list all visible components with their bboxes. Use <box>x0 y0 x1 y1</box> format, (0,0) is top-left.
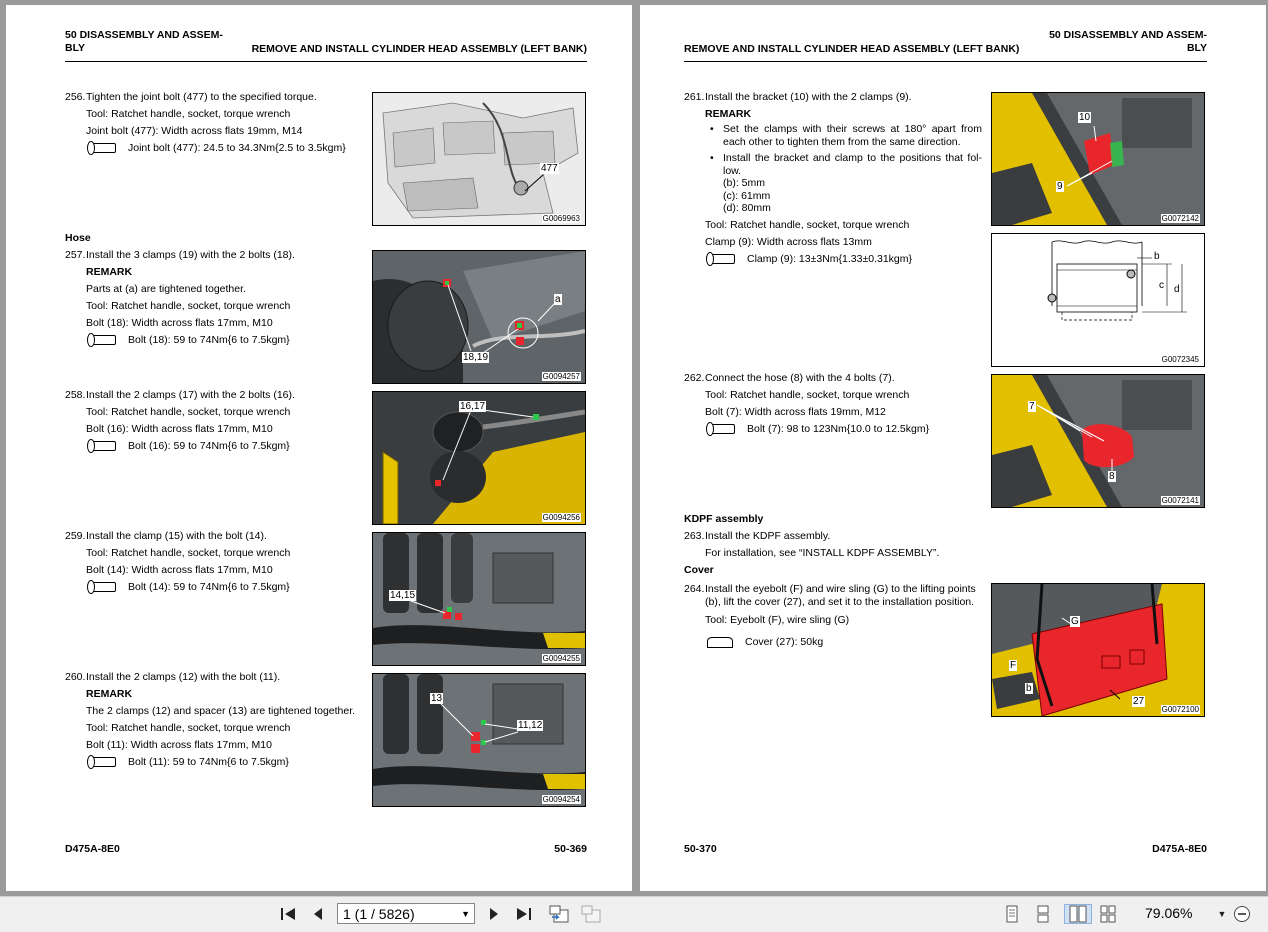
figure-label: F <box>1010 660 1017 671</box>
torque-wrench-icon <box>88 582 116 592</box>
back-view-icon <box>548 905 570 923</box>
step-number: 261. <box>684 91 705 103</box>
section-line-1: 50 DISASSEMBLY AND ASSEM- <box>1049 29 1207 41</box>
spec-text: Bolt (18): Width across flats 17mm, M10 <box>86 317 273 329</box>
engine-illustration <box>992 375 1204 507</box>
continuous-view-button[interactable] <box>1034 905 1052 923</box>
dimension-drawing <box>992 234 1204 366</box>
figure-label: 477 <box>541 163 558 174</box>
figure-clamps-12 <box>372 673 586 807</box>
right-page <box>640 5 1266 891</box>
dimension-d: (d): 80mm <box>723 202 771 214</box>
footer-page-number: 50-369 <box>554 843 587 855</box>
dimension-c: (c): 61mm <box>723 189 771 202</box>
first-page-icon <box>279 906 297 922</box>
spec-text: Bolt (11): Width across flats 17mm, M10 <box>86 739 272 751</box>
figure-clamp-dimensions <box>991 233 1205 367</box>
next-page-icon <box>487 906 501 922</box>
previous-page-button[interactable] <box>309 905 327 923</box>
facing-pages-view-button[interactable] <box>1064 904 1092 924</box>
tool-text: Tool: Ratchet handle, socket, torque wrench <box>86 108 291 120</box>
figure-label: 16,17 <box>460 401 486 412</box>
weight-text: Cover (27): 50kg <box>745 636 824 648</box>
torque-wrench-icon <box>707 254 735 264</box>
step-text: Install the 2 clamps (17) with the 2 bolts (16). <box>86 389 295 401</box>
tool-text: Tool: Ratchet handle, socket, torque wrench <box>86 722 291 734</box>
page-number-select[interactable] <box>337 903 475 924</box>
footer-model: D475A-8E0 <box>65 843 120 855</box>
step-text: Install the eyebolt (F) and wire sling (G) to the lifting points (b), lift the cover (27), and set it to the installation position. <box>705 583 976 608</box>
engine-illustration <box>992 93 1204 225</box>
reference-text: For installation, see “INSTALL KDPF ASSEMBLY”. <box>705 547 940 559</box>
figure-bracket-10 <box>991 92 1205 226</box>
figure-label: 7 <box>1029 401 1035 412</box>
step-259 <box>65 528 365 596</box>
step-text: Install the KDPF assembly. <box>705 530 831 542</box>
step-number: 259. <box>65 530 86 542</box>
figure-code: G0072345 <box>1161 355 1199 364</box>
zoom-level[interactable]: 79.06% <box>1145 905 1193 921</box>
tool-text: Tool: Ratchet handle, socket, torque wrench <box>705 389 910 401</box>
weight-icon <box>707 637 733 648</box>
step-264 <box>684 581 982 651</box>
torque-wrench-icon <box>707 424 735 434</box>
figure-label: b <box>1026 683 1032 694</box>
figure-code: G0069963 <box>542 214 580 223</box>
step-text: Install the 2 clamps (12) with the bolt (11). <box>86 671 281 683</box>
remark-bullet: • Set the clamps with their screws at 180° apart from each other to tighten them from the same direction. <box>684 123 982 148</box>
figure-hose-clamps-17 <box>372 391 586 525</box>
page-number-value: 1 (1 / 5826) <box>343 906 415 922</box>
spec-text: Bolt (7): Width across flats 19mm, M12 <box>705 406 886 418</box>
figure-label: d <box>1174 284 1180 295</box>
torque-text: Joint bolt (477): 24.5 to 34.3Nm{2.5 to 3.5kgm} <box>128 142 346 154</box>
figure-code: G0094257 <box>542 372 580 381</box>
section-heading <box>65 29 235 55</box>
figure-label: c <box>1159 280 1164 291</box>
last-page-icon <box>515 906 533 922</box>
section-cover: Cover <box>684 564 714 576</box>
go-forward-view-button[interactable] <box>580 905 602 923</box>
figure-code: G0072142 <box>1161 214 1199 223</box>
figure-code: G0094254 <box>542 795 580 804</box>
remark-heading: REMARK <box>86 688 133 700</box>
step-number: 262. <box>684 372 705 384</box>
dimension-b: (b): 5mm <box>723 177 765 189</box>
engine-illustration <box>373 93 585 225</box>
facing-pages-icon <box>1068 905 1088 923</box>
tool-text: Tool: Ratchet handle, socket, torque wrench <box>86 406 291 418</box>
figure-label: 27 <box>1133 696 1145 707</box>
single-page-view-button[interactable] <box>1003 905 1021 923</box>
engine-illustration <box>373 674 585 806</box>
figure-label: 18,19 <box>463 352 489 363</box>
step-number: 264. <box>684 583 705 595</box>
page-header <box>684 29 1207 62</box>
remark-heading: REMARK <box>86 266 133 278</box>
figure-cover-27 <box>991 583 1205 717</box>
step-number: 258. <box>65 389 86 401</box>
remark-heading: REMARK <box>705 108 752 120</box>
footer-model: D475A-8E0 <box>1152 843 1207 855</box>
remark-bullet: • Install the bracket and clamp to the positions that fol-low. <box>684 152 982 177</box>
page-title: REMOVE AND INSTALL CYLINDER HEAD ASSEMBLY (LEFT BANK) <box>684 43 1020 55</box>
forward-view-icon <box>580 905 602 923</box>
tool-text: Tool: Eyebolt (F), wire sling (G) <box>705 614 850 626</box>
step-261 <box>684 89 982 268</box>
step-256 <box>65 89 365 157</box>
engine-illustration <box>992 584 1204 716</box>
step-number: 260. <box>65 671 86 683</box>
go-back-view-button[interactable] <box>548 905 570 923</box>
step-text: Install the clamp (15) with the bolt (14). <box>86 530 267 542</box>
figure-label: 11,12 <box>518 720 543 731</box>
viewer-toolbar <box>0 896 1268 932</box>
section-line-2: BLY <box>1186 42 1207 54</box>
step-number: 263. <box>684 530 705 542</box>
step-257 <box>65 247 365 349</box>
figure-clamp-15 <box>372 532 586 666</box>
step-262 <box>684 370 982 438</box>
section-hose: Hose <box>65 232 91 244</box>
page-header <box>65 29 587 62</box>
section-line-2: BLY <box>65 42 86 54</box>
step-263 <box>684 528 982 562</box>
dropdown-arrow-icon: ▼ <box>461 909 470 919</box>
spec-text: Clamp (9): Width across flats 13mm <box>705 235 872 248</box>
continuous-facing-icon <box>1099 905 1117 923</box>
figure-engine-joint-bolt <box>372 92 586 226</box>
continuous-page-icon <box>1035 905 1051 923</box>
torque-wrench-icon <box>88 335 116 345</box>
figure-label: b <box>1154 251 1160 262</box>
torque-text: Bolt (7): 98 to 123Nm{10.0 to 12.5kgm} <box>747 423 930 435</box>
remark-text: Parts at (a) are tightened together. <box>86 283 246 295</box>
figure-label: 10 <box>1079 112 1091 123</box>
torque-text: Bolt (16): 59 to 74Nm{6 to 7.5kgm} <box>128 440 290 452</box>
torque-text: Bolt (18): 59 to 74Nm{6 to 7.5kgm} <box>128 334 290 346</box>
torque-text: Bolt (14): 59 to 74Nm{6 to 7.5kgm} <box>128 581 290 593</box>
step-text: Install the bracket (10) with the 2 clamps (9). <box>705 91 912 103</box>
first-page-button[interactable] <box>279 905 297 923</box>
figure-label: 13 <box>431 693 443 704</box>
torque-text: Bolt (11): 59 to 74Nm{6 to 7.5kgm} <box>128 756 289 768</box>
zoom-dropdown-icon[interactable]: ▼ <box>1217 909 1227 919</box>
step-text: Connect the hose (8) with the 4 bolts (7). <box>705 372 895 384</box>
remark-text: The 2 clamps (12) and spacer (13) are tightened together. <box>86 705 356 717</box>
step-260 <box>65 669 365 771</box>
figure-label: 8 <box>1109 471 1115 482</box>
step-number: 256. <box>65 91 86 103</box>
step-text: Tighten the joint bolt (477) to the specified torque. <box>86 91 317 103</box>
torque-text: Clamp (9): 13±3Nm{1.33±0.31kgm} <box>747 252 913 265</box>
torque-wrench-icon <box>88 441 116 451</box>
single-page-icon <box>1004 905 1020 923</box>
page-title: REMOVE AND INSTALL CYLINDER HEAD ASSEMBLY (LEFT BANK) <box>251 43 587 55</box>
tool-text: Tool: Ratchet handle, socket, torque wrench <box>705 218 910 231</box>
hose-illustration <box>373 251 585 383</box>
left-page <box>6 5 632 891</box>
zoom-out-icon <box>1233 905 1251 923</box>
step-258 <box>65 387 365 455</box>
spec-text: Joint bolt (477): Width across flats 19mm, M14 <box>86 125 303 137</box>
figure-code: G0072141 <box>1161 496 1199 505</box>
figure-code: G0094256 <box>542 513 580 522</box>
torque-wrench-icon <box>88 757 116 767</box>
step-text: Install the 3 clamps (19) with the 2 bolts (18). <box>86 249 295 261</box>
figure-hose-8 <box>991 374 1205 508</box>
figure-label: a <box>555 294 561 305</box>
spec-text: Bolt (14): Width across flats 17mm, M10 <box>86 564 273 576</box>
figure-code: G0072100 <box>1161 705 1199 714</box>
next-page-button[interactable] <box>485 905 503 923</box>
figure-label: 9 <box>1057 181 1063 192</box>
section-line-1: 50 DISASSEMBLY AND ASSEM- <box>65 29 223 41</box>
tool-text: Tool: Ratchet handle, socket, torque wrench <box>86 547 291 559</box>
figure-code: G0094255 <box>542 654 580 663</box>
continuous-facing-view-button[interactable] <box>1099 905 1117 923</box>
figure-label: 14,15 <box>390 590 416 601</box>
step-number: 257. <box>65 249 86 261</box>
last-page-button[interactable] <box>515 905 533 923</box>
zoom-out-button[interactable] <box>1233 905 1251 923</box>
spec-text: Bolt (16): Width across flats 17mm, M10 <box>86 423 273 435</box>
previous-page-icon <box>311 906 325 922</box>
torque-wrench-icon <box>88 143 116 153</box>
footer-page-number: 50-370 <box>684 843 717 855</box>
figure-label: G <box>1071 616 1079 627</box>
section-kdpf-assembly: KDPF assembly <box>684 513 764 525</box>
figure-hose-clamps-19 <box>372 250 586 384</box>
tool-text: Tool: Ratchet handle, socket, torque wrench <box>86 300 291 312</box>
section-heading <box>1037 29 1207 55</box>
